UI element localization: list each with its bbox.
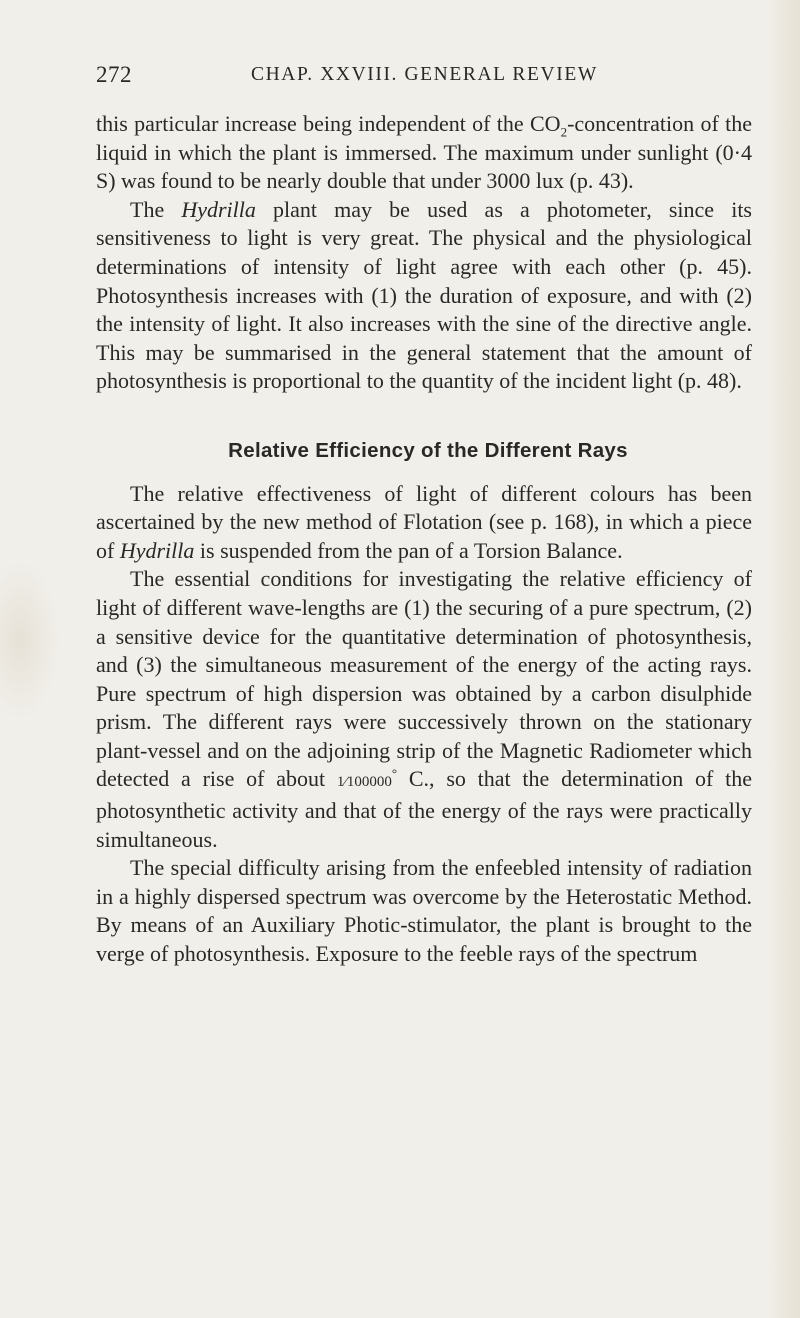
subscript-2: 2 [560, 124, 568, 140]
italic-hydrilla: Hydrilla [181, 196, 256, 222]
body-text [96, 110, 752, 969]
paragraph-co2-concentration [96, 110, 752, 196]
paper-stain [0, 560, 60, 720]
paragraph-text: plant may be used as a photometer, since its sensitiveness to light is very great. The physical and the physiological determinations of intensity of light agree with each other (p. 45). Photosynthesis increases with (1) the duration of exposure, and with (2) the intensity of light. It also increases with the sine of the directive angle. This may be summarised in the general statement that the amount of photosynthesis is proportional to the quantity of the incident light (p. 48). [96, 196, 752, 394]
paragraph-text: C., so that the determination of the photosynthetic activity and that of the energy of the rays were practically simultaneous. [96, 766, 753, 852]
paragraph-flotation [96, 480, 752, 566]
page-number: 272 [96, 62, 132, 87]
paragraph-photometer [96, 196, 752, 396]
paragraph-text: this particular increase being independent of the CO [96, 111, 561, 136]
paragraph-text: is suspended from the pan of a Torsion Balance. [194, 537, 623, 563]
running-head: CHAP. XXVIII. GENERAL REVIEW [251, 64, 598, 85]
paragraph-essential-conditions [96, 565, 752, 854]
paragraph-text: The special difficulty arising from the enfeebled intensity of radiation in a highly dispersed spectrum was overcome by the Heterostatic Method. By means of an Auxiliary Photic-stimulator, the plant is brought to the verge of photosynthesis. Exposure to the feeble rays of the spectrum [96, 855, 752, 967]
degree-sign: ° [391, 766, 398, 782]
paragraph-text: The essential conditions for investigating the relative efficiency of light of different wave-lengths are (1) the securing of a pure spectrum, (2) a sensitive device for the quantitative determination of photosynthesis, and (3) the simultaneous measurement of the energy of the acting rays. Pure spectrum of high dispersion was obtained by a carbon disulphide prism. The different rays were successively thrown on the stationary plant-vessel and on the adjoining strip of the Magnetic Radiometer which detected a rise of about [96, 566, 752, 792]
fraction-one-hundred-thousandth: 1⁄100000 [336, 774, 392, 791]
section-heading: Relative Efficiency of the Different Rays [228, 438, 628, 462]
page-header [96, 62, 736, 96]
paragraph-text: -concentration of the liquid in which the plant is immersed. The maximum under sunlight (0·4 S) was found to be nearly double that under 3000 lux (p. 43). [96, 111, 752, 194]
paragraph-text: The relative effectiveness of light of different colours has been ascertained by the new method of Flotation (see p. 168), in which a piece of [96, 480, 752, 563]
page-edge-shading [766, 0, 800, 1318]
paragraph-heterostatic [96, 854, 752, 968]
paragraph-text: The [130, 196, 182, 222]
italic-hydrilla: Hydrilla [119, 537, 195, 563]
